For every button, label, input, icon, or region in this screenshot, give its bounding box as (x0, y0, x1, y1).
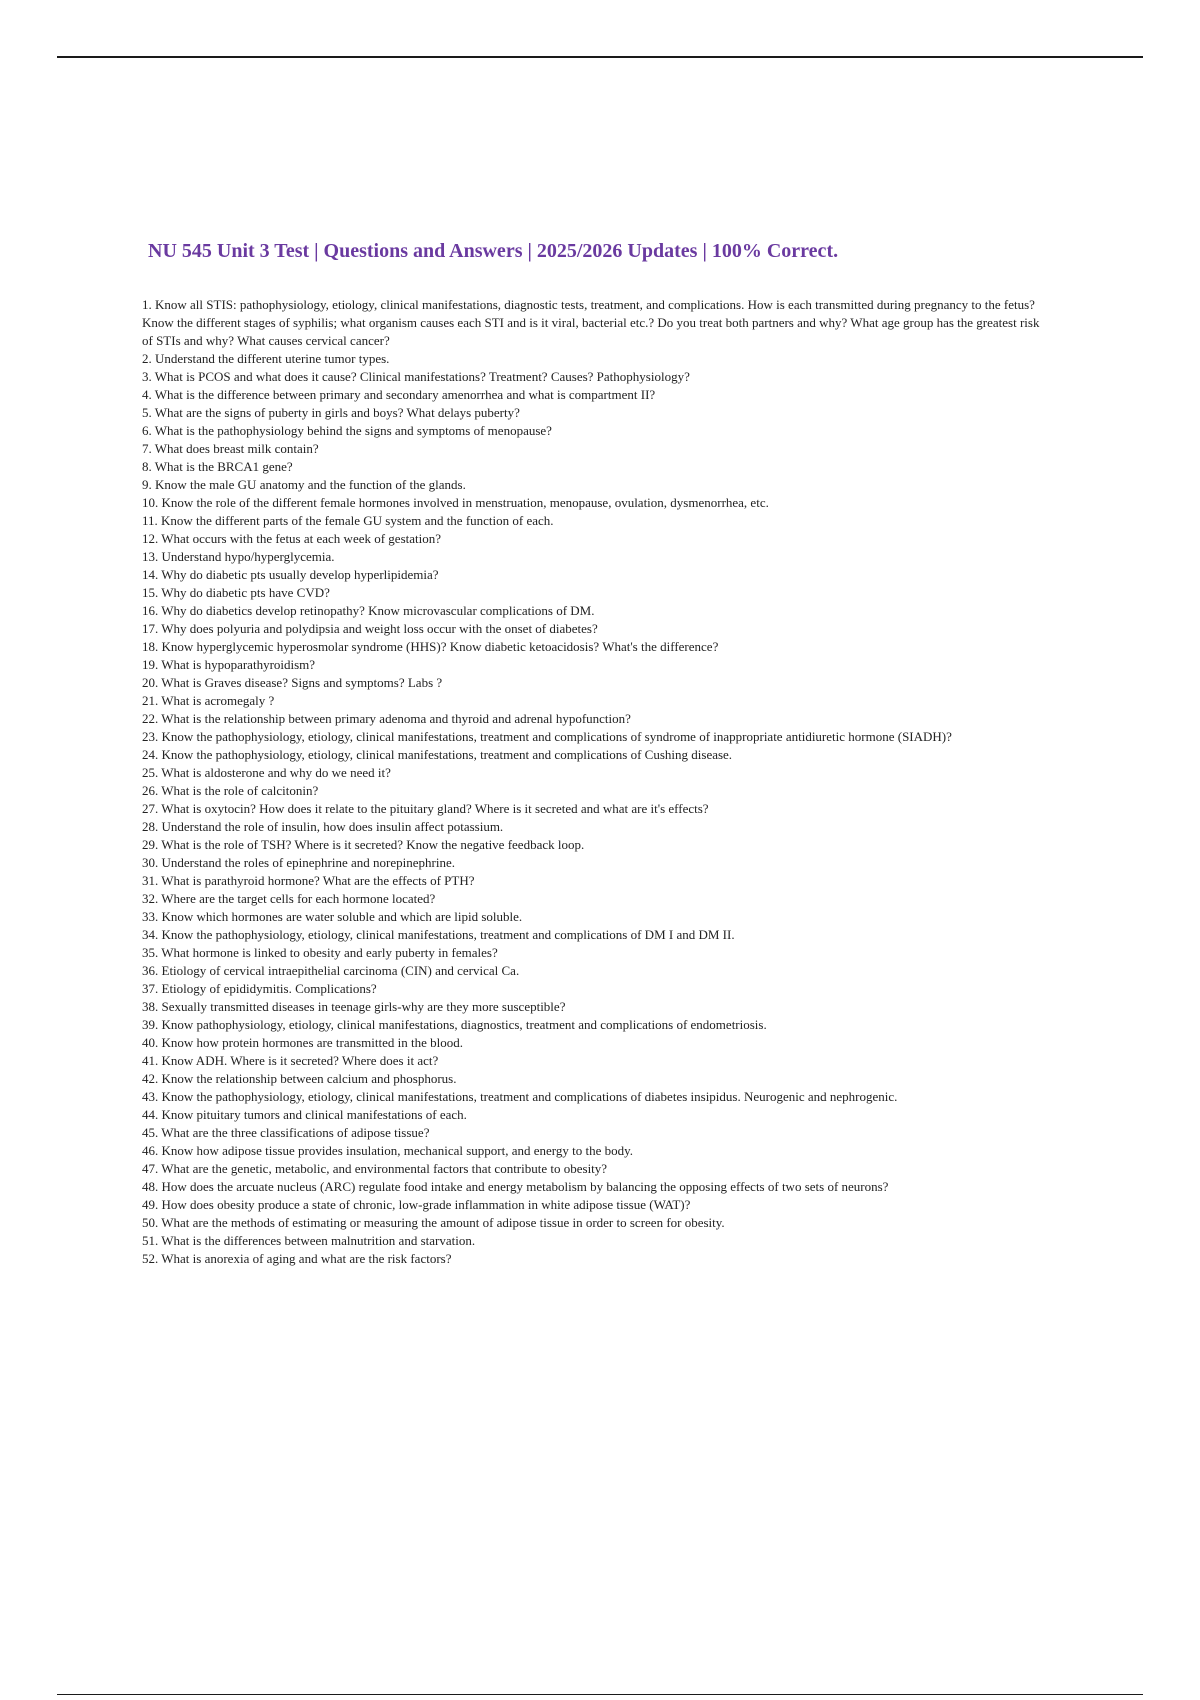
question-item: 21. What is acromegaly ? (142, 693, 275, 708)
question-item: 44. Know pituitary tumors and clinical manifestations of each. (142, 1107, 467, 1122)
question-item: 32. Where are the target cells for each hormone located? (142, 891, 436, 906)
question-item: 41. Know ADH. Where is it secreted? Where does it act? (142, 1053, 439, 1068)
question-item: 30. Understand the roles of epinephrine and norepinephrine. (142, 855, 455, 870)
question-item: 27. What is oxytocin? How does it relate to the pituitary gland? Where is it secreted and what are it's effects? (142, 801, 709, 816)
question-item: 14. Why do diabetic pts usually develop hyperlipidemia? (142, 567, 439, 582)
question-item: 20. What is Graves disease? Signs and symptoms? Labs ? (142, 675, 443, 690)
question-item: 40. Know how protein hormones are transmitted in the blood. (142, 1035, 463, 1050)
question-item: 3. What is PCOS and what does it cause? Clinical manifestations? Treatment? Causes? Pathophysiology? (142, 369, 690, 384)
question-item: 31. What is parathyroid hormone? What are the effects of PTH? (142, 873, 475, 888)
question-item: 12. What occurs with the fetus at each week of gestation? (142, 531, 442, 546)
question-item: 13. Understand hypo/hyperglycemia. (142, 549, 335, 564)
question-item: 25. What is aldosterone and why do we need it? (142, 765, 391, 780)
question-item: 50. What are the methods of estimating or measuring the amount of adipose tissue in order to screen for obesity. (142, 1215, 725, 1230)
question-item: 9. Know the male GU anatomy and the function of the glands. (142, 477, 466, 492)
question-item: 38. Sexually transmitted diseases in teenage girls-why are they more susceptible? (142, 999, 566, 1014)
question-item: 24. Know the pathophysiology, etiology, clinical manifestations, treatment and complications of Cushing disease. (142, 747, 733, 762)
question-item: 22. What is the relationship between primary adenoma and thyroid and adrenal hypofunction? (142, 711, 631, 726)
question-item: 52. What is anorexia of aging and what are the risk factors? (142, 1251, 452, 1266)
question-item: 16. Why do diabetics develop retinopathy? Know microvascular complications of DM. (142, 603, 595, 618)
document-title: NU 545 Unit 3 Test | Questions and Answers | 2025/2026 Updates | 100% Correct. (148, 240, 839, 262)
question-item: 36. Etiology of cervical intraepithelial carcinoma (CIN) and cervical Ca. (142, 963, 520, 978)
question-item: 48. How does the arcuate nucleus (ARC) regulate food intake and energy metabolism by balancing the opposing effects of two sets of neurons? (142, 1179, 889, 1194)
bottom-rule (57, 1694, 1143, 1695)
question-item: 37. Etiology of epididymitis. Complications? (142, 981, 377, 996)
question-item: 10. Know the role of the different female hormones involved in menstruation, menopause, ovulation, dysmenorrhea, etc. (142, 495, 769, 510)
question-item: 18. Know hyperglycemic hyperosmolar syndrome (HHS)? Know diabetic ketoacidosis? What's the difference? (142, 639, 719, 654)
question-item: 51. What is the differences between malnutrition and starvation. (142, 1233, 476, 1248)
question-item: 5. What are the signs of puberty in girls and boys? What delays puberty? (142, 405, 520, 420)
question-item: 1. Know all STIS: pathophysiology, etiology, clinical manifestations, diagnostic tests, treatment, and complications. How is each transmitted during pregnancy to the fetus? Know the different stages of syphilis; what organism causes each STI and is it viral, bacterial etc.? Do you treat both partners and why? What age group has the greatest risk of STIs and why? What causes cervical cancer? (142, 297, 1040, 348)
question-item: 6. What is the pathophysiology behind the signs and symptoms of menopause? (142, 423, 552, 438)
question-list (142, 296, 1048, 1268)
question-item: 4. What is the difference between primary and secondary amenorrhea and what is compartment II? (142, 387, 656, 402)
question-item: 26. What is the role of calcitonin? (142, 783, 319, 798)
question-item: 8. What is the BRCA1 gene? (142, 459, 293, 474)
question-item: 28. Understand the role of insulin, how does insulin affect potassium. (142, 819, 504, 834)
question-item: 35. What hormone is linked to obesity and early puberty in females? (142, 945, 498, 960)
question-item: 45. What are the three classifications of adipose tissue? (142, 1125, 430, 1140)
question-item: 34. Know the pathophysiology, etiology, clinical manifestations, treatment and complications of DM I and DM II. (142, 927, 735, 942)
top-rule (57, 56, 1143, 58)
question-item: 42. Know the relationship between calcium and phosphorus. (142, 1071, 457, 1086)
question-item: 17. Why does polyuria and polydipsia and weight loss occur with the onset of diabetes? (142, 621, 598, 636)
question-item: 7. What does breast milk contain? (142, 441, 319, 456)
question-item: 19. What is hypoparathyroidism? (142, 657, 316, 672)
question-item: 33. Know which hormones are water soluble and which are lipid soluble. (142, 909, 523, 924)
question-item: 11. Know the different parts of the female GU system and the function of each. (142, 513, 554, 528)
question-item: 47. What are the genetic, metabolic, and environmental factors that contribute to obesity? (142, 1161, 608, 1176)
question-item: 43. Know the pathophysiology, etiology, clinical manifestations, treatment and complications of diabetes insipidus. Neurogenic and nephrogenic. (142, 1089, 898, 1104)
question-item: 39. Know pathophysiology, etiology, clinical manifestations, diagnostics, treatment and complications of endometriosis. (142, 1017, 767, 1032)
question-item: 23. Know the pathophysiology, etiology, clinical manifestations, treatment and complications of syndrome of inappropriate antidiuretic hormone (SIADH)? (142, 729, 952, 744)
question-item: 2. Understand the different uterine tumor types. (142, 351, 390, 366)
question-item: 15. Why do diabetic pts have CVD? (142, 585, 330, 600)
question-item: 29. What is the role of TSH? Where is it secreted? Know the negative feedback loop. (142, 837, 585, 852)
question-item: 46. Know how adipose tissue provides insulation, mechanical support, and energy to the body. (142, 1143, 634, 1158)
question-item: 49. How does obesity produce a state of chronic, low-grade inflammation in white adipose tissue (WAT)? (142, 1197, 691, 1212)
